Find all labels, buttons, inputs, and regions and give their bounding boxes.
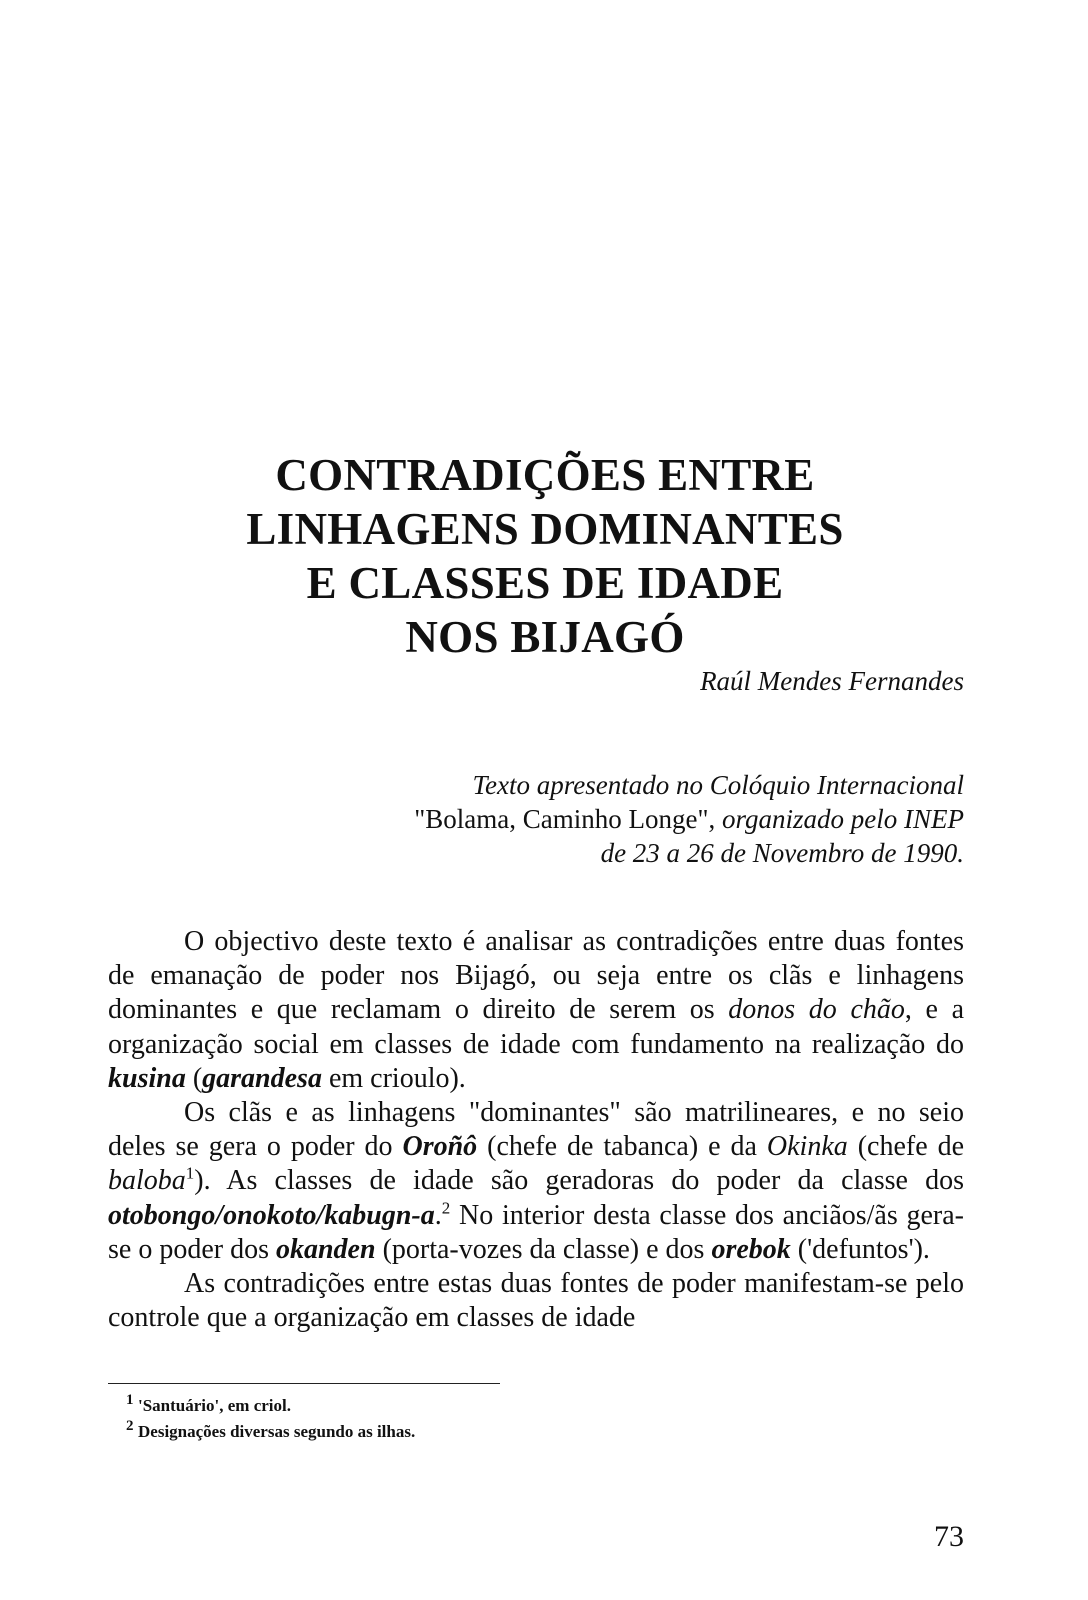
footnote [126, 1392, 738, 1419]
title-line: CONTRADIÇÕES ENTRE [275, 450, 815, 500]
italic-term: orebok [711, 1233, 791, 1265]
italic-term: okanden [275, 1233, 376, 1265]
article-title [150, 448, 940, 664]
footnote-number: 2 [126, 1418, 134, 1434]
footnotes [126, 1392, 738, 1445]
body-text [108, 925, 964, 1335]
note-quote: "Bolama, Caminho Longe", [414, 804, 716, 834]
text-run: em crioulo). [321, 1062, 466, 1094]
italic-term: kusina [108, 1062, 186, 1094]
author-name: Raúl Mendes Fernandes [700, 666, 964, 696]
footnote-number: 1 [126, 1392, 134, 1408]
paragraph [108, 1096, 964, 1267]
italic-term: otobongo/onokoto/kabugn-a [108, 1199, 435, 1231]
paragraph [108, 1267, 964, 1335]
footnote-text: 'Santuário', em criol. [138, 1396, 291, 1415]
footnote-text: Designações diversas segundo as ilhas. [138, 1422, 416, 1441]
text-run: ( [185, 1062, 203, 1094]
text-run: O objectivo deste texto é analisar as contradições entre duas fontes de emanação de poder nos Bijagó, ou seja entre os clãs e linhagens dominantes e que reclamam o direito de serem os [108, 926, 964, 1026]
note-italic: organizado pelo INEP [715, 804, 964, 834]
text-run: (porta-vozes da classe) e dos [375, 1233, 712, 1265]
italic-term: donos do chão [728, 994, 905, 1026]
text-run: , e a organização social em classes de idade com fundamento na realização do [108, 994, 964, 1060]
text-run: (chefe de tabanca) e da [477, 1131, 767, 1163]
italic-term: Okinka [766, 1131, 848, 1163]
text-run: . [434, 1199, 442, 1231]
text-run: Os clãs e as linhagens "dominantes" são matrilineares, e no seio deles se gera o poder do [108, 1097, 964, 1163]
footnote-ref[interactable]: 2 [441, 1198, 451, 1218]
text-run: ('defuntos'). [790, 1233, 930, 1265]
footnote [126, 1418, 738, 1445]
italic-term: garandesa [202, 1062, 322, 1094]
title-line: E CLASSES DE IDADE [306, 558, 784, 608]
text-run: No interior desta classe dos anciãos/ãs gera-se o poder dos [108, 1199, 964, 1265]
footnote-ref[interactable]: 1 [185, 1164, 195, 1184]
footnote-divider [108, 1383, 500, 1384]
note-line: de 23 a 26 de Novembro de 1990. [600, 838, 964, 868]
text-run: (chefe de [847, 1131, 965, 1163]
italic-term: baloba [108, 1165, 186, 1197]
note-line: Texto apresentado no Colóquio Internacional [472, 770, 964, 800]
italic-term: Oroñô [402, 1131, 478, 1163]
text-run: As contradições entre estas duas fontes de poder manifestam-se pelo controle que a organização em classes de idade [108, 1268, 964, 1334]
note-line [300, 802, 964, 836]
text-run: ). As classes de idade são geradoras do poder da classe dos [194, 1165, 964, 1197]
title-line: NOS BIJAGÓ [405, 612, 685, 662]
title-line: LINHAGENS DOMINANTES [246, 504, 844, 554]
presentation-note [300, 768, 964, 870]
paragraph [108, 925, 964, 1096]
page-number: 73 [934, 1520, 964, 1553]
